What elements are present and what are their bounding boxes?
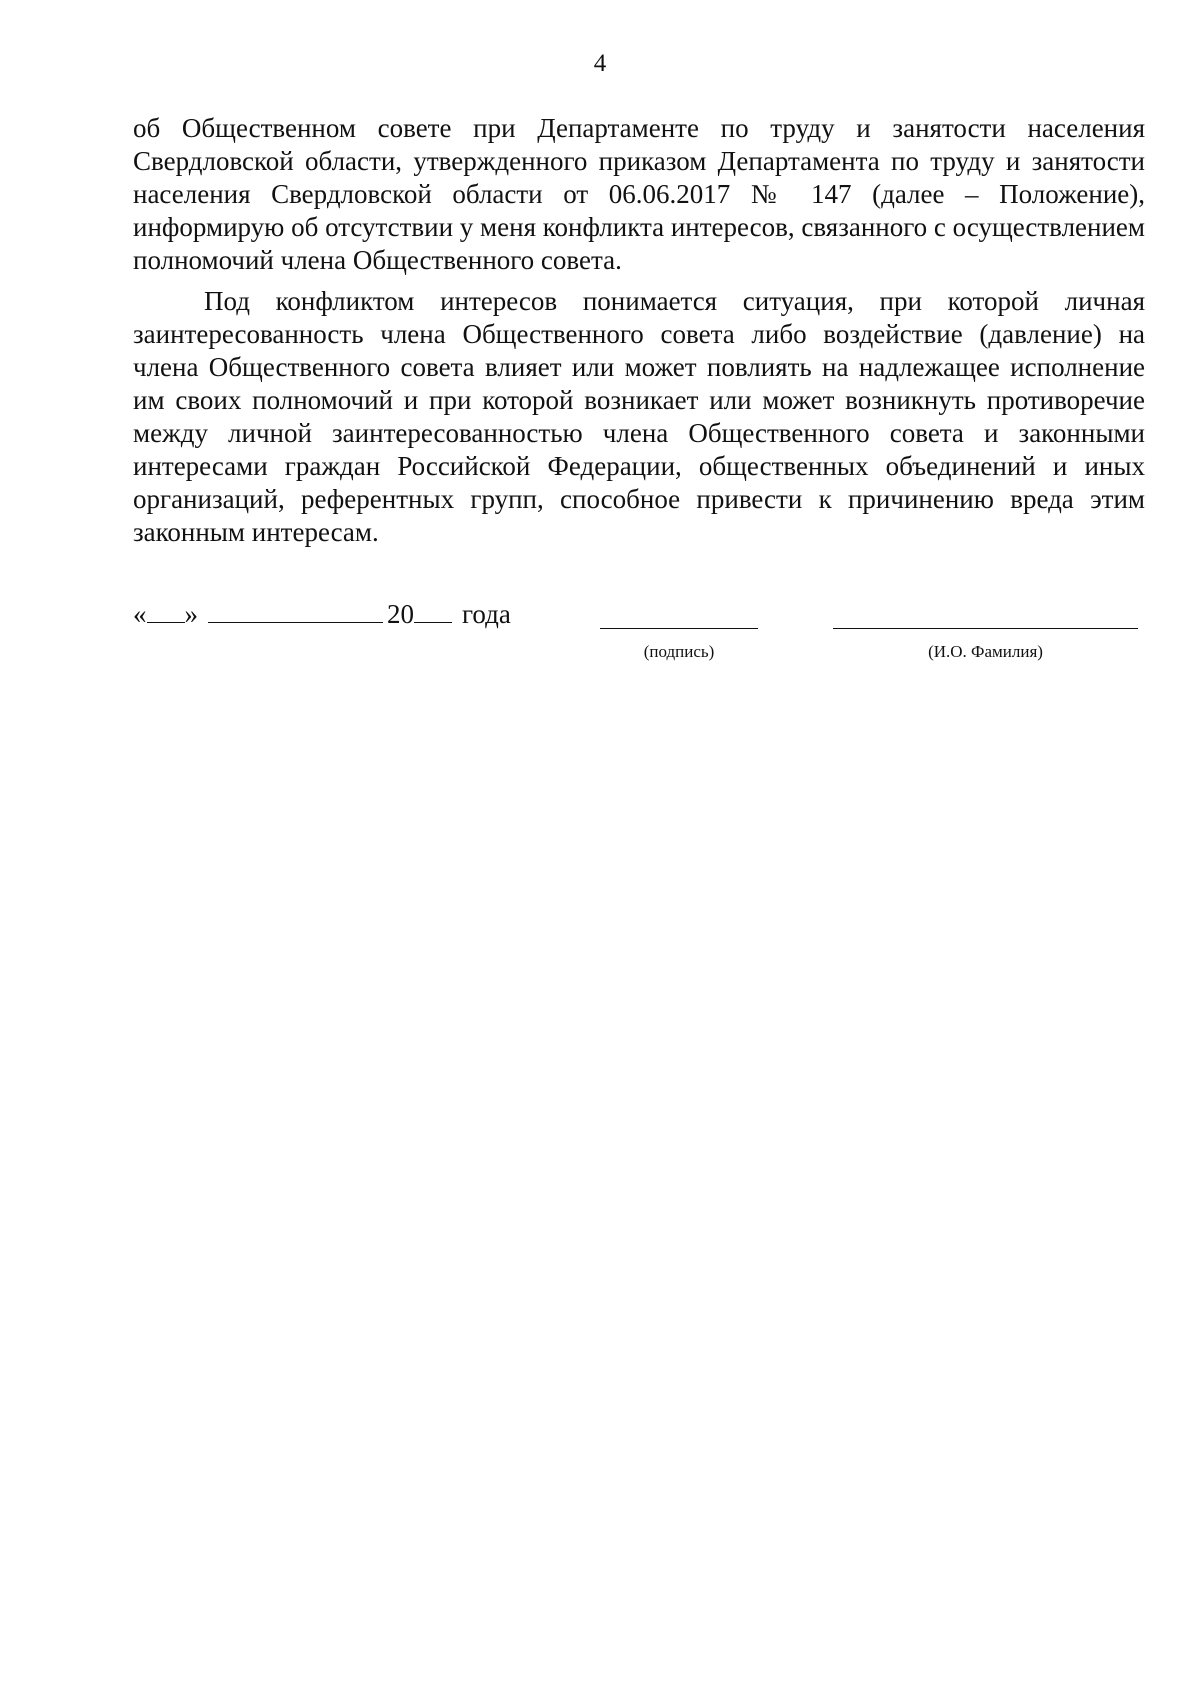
name-caption: (И.О. Фамилия) — [928, 642, 1043, 661]
paragraph-intro: об Общественном совете при Департаменте по труду и занятости населения Свердловской области, утвержденного приказом Департамента по труду и занятости населения Свердловской области от 06.06.2017 № 147 (далее – Положение), информирую об отсутствии у меня конфликта интересов, связанного с осуществлением полномочий члена Общественного совета. — [133, 113, 1145, 275]
signature-line — [600, 628, 758, 629]
page-number: 4 — [593, 50, 607, 77]
year-word: года — [462, 599, 511, 629]
date-close-quote: » — [184, 599, 198, 629]
date-field — [133, 598, 511, 630]
name-line — [833, 628, 1138, 629]
date-open-quote: « — [133, 599, 147, 629]
month-blank — [208, 598, 383, 623]
year-blank — [414, 598, 452, 623]
signature-row — [133, 598, 1145, 668]
year-prefix: 20 — [387, 599, 414, 629]
signature-caption: (подпись) — [643, 642, 715, 661]
day-blank — [147, 598, 185, 623]
document-body — [133, 112, 1145, 550]
paragraph-conflict-definition: Под конфликтом интересов понимается ситуация, при которой личная заинтересованность члена Общественного совета либо воздействие (давление) на члена Общественного совета влияет или может повлиять на надлежащее исполнение им своих полномочий и при которой возникает или может возникнуть противоречие между личной заинтересованностью члена Общественного совета и законными интересами граждан Российской Федерации, общественных объединений и иных организаций, референтных групп, способное привести к причинению вреда этим законным интересам. — [133, 286, 1145, 547]
